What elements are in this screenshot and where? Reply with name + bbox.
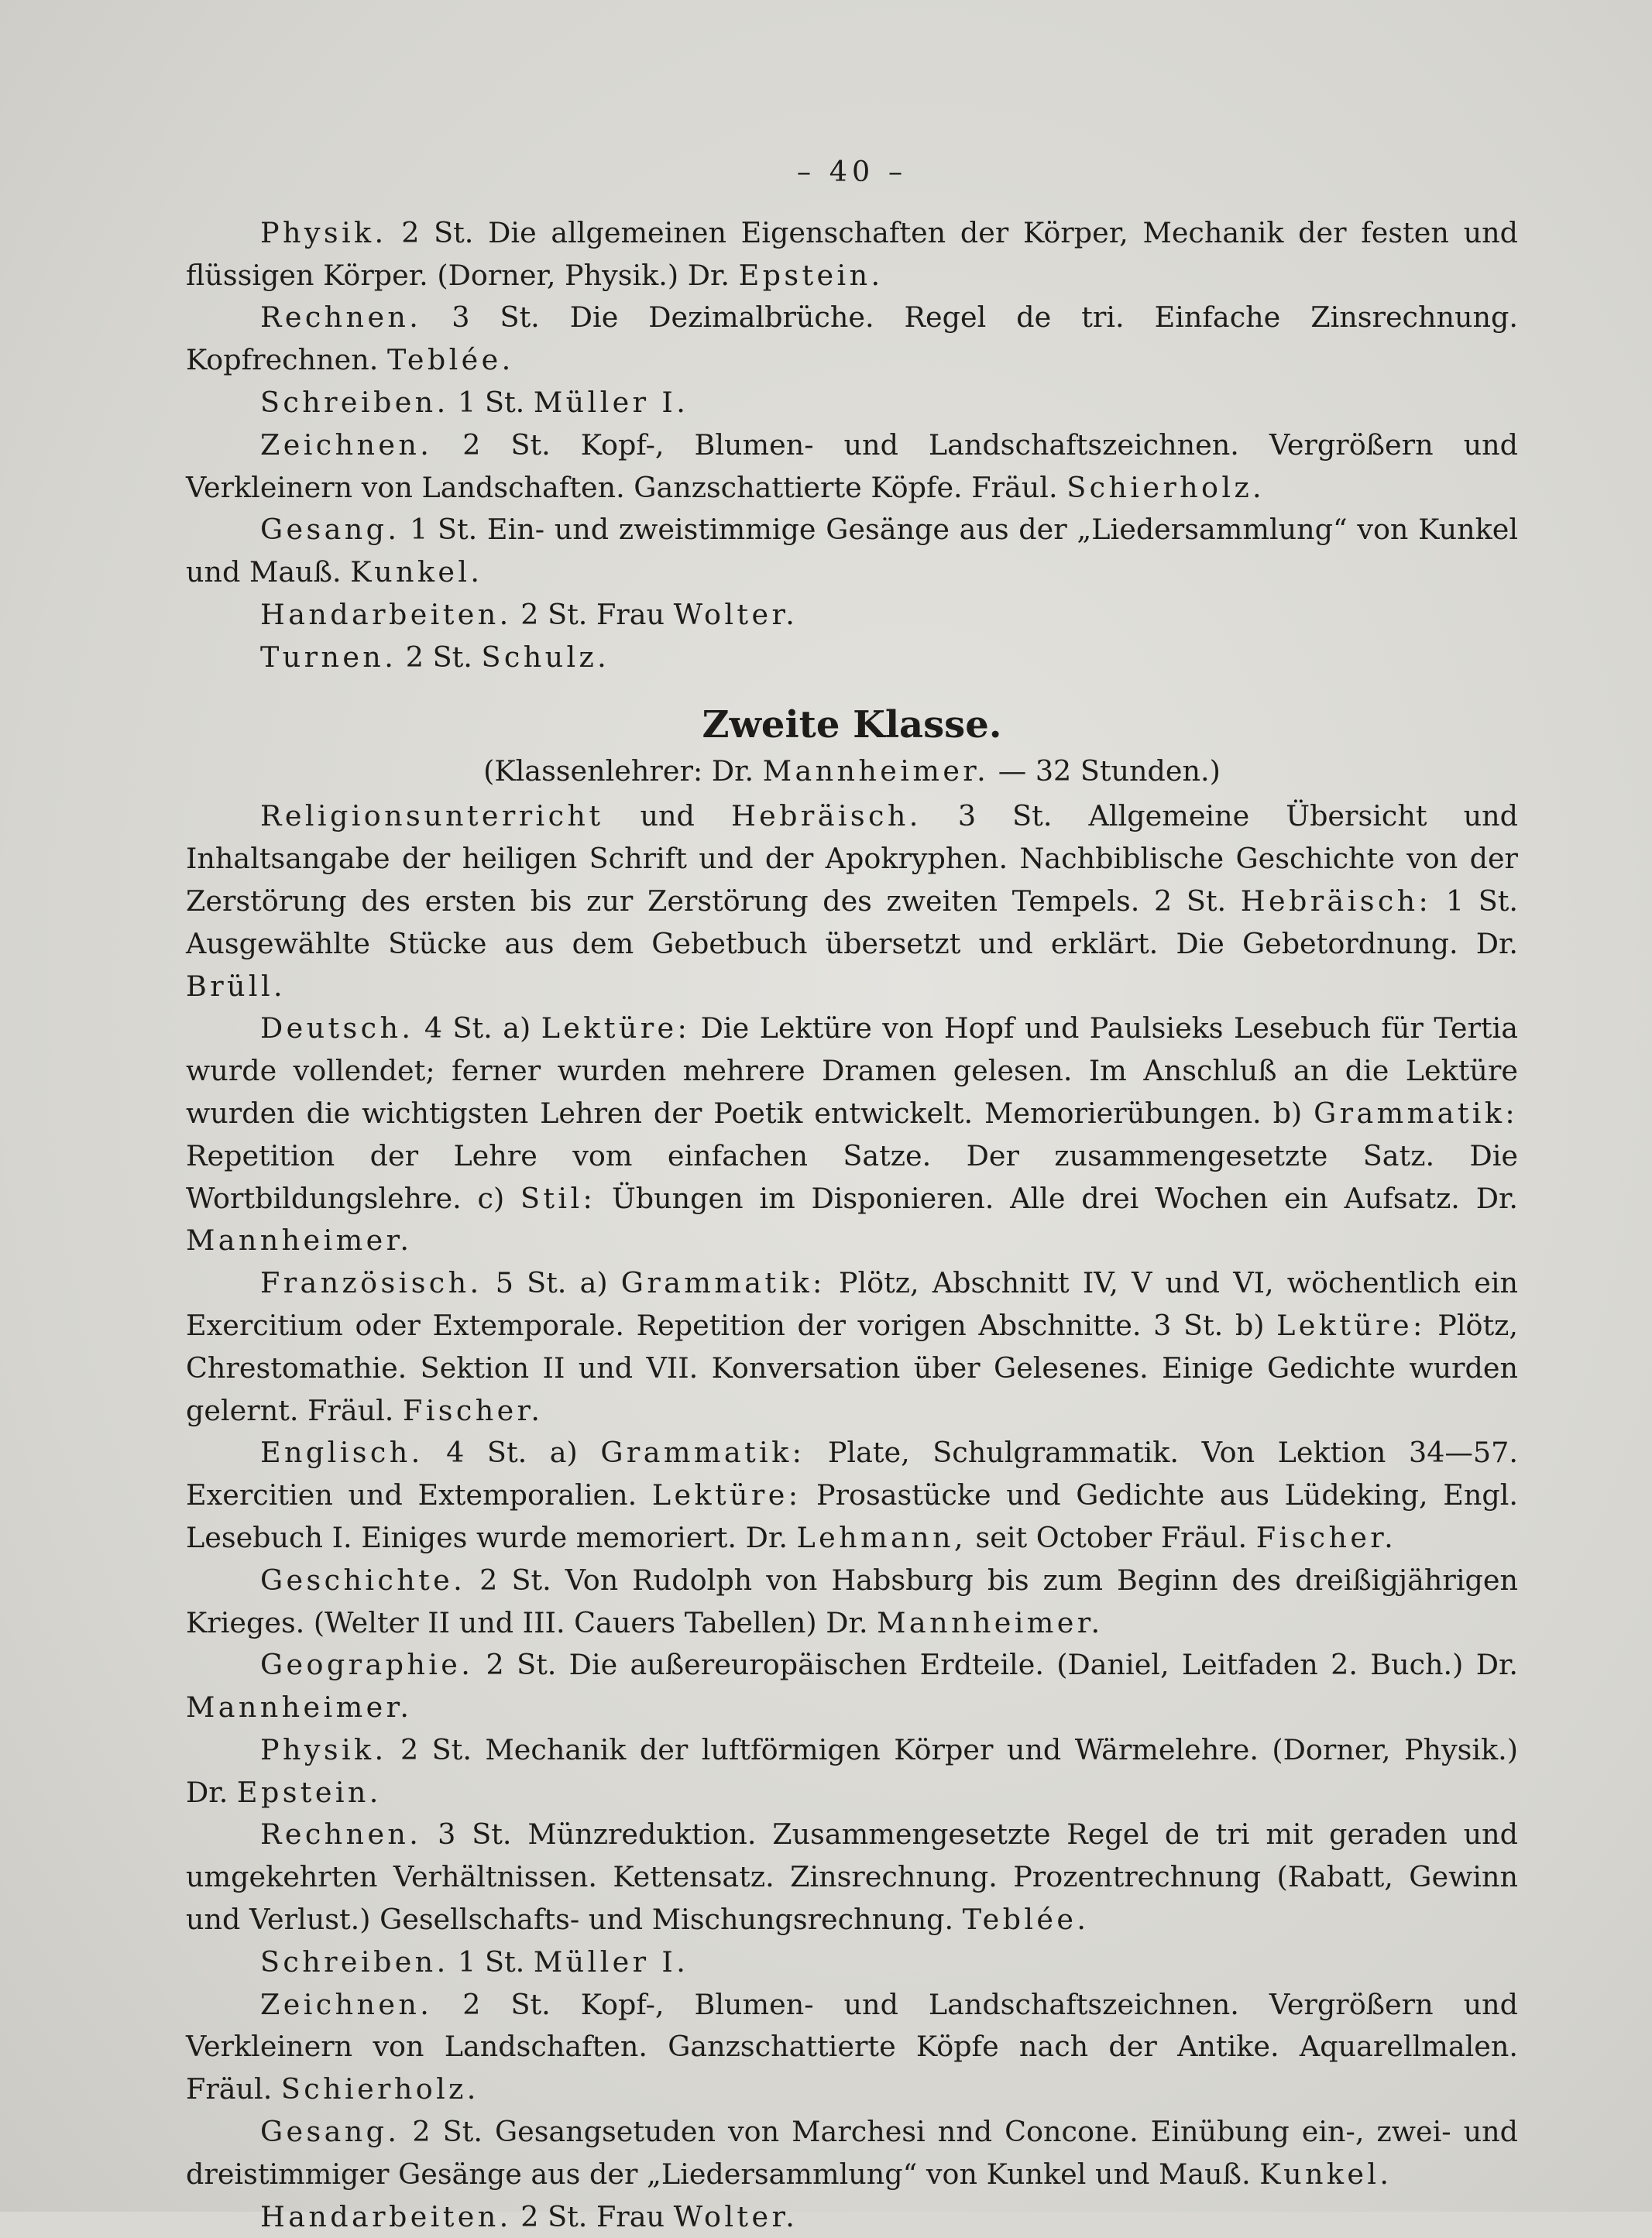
sub-label: Stil: bbox=[520, 1181, 596, 1215]
teacher-name: Teblée. bbox=[386, 343, 514, 377]
paragraph-physik-2 bbox=[186, 1729, 1518, 1814]
paragraph-text: Plate, Schulgrammatik. Von Lektion 34—57. Exercitien und Extemporalien. bbox=[186, 1436, 1518, 1512]
teacher-name: Mannheimer. bbox=[186, 1224, 413, 1258]
paragraph-text: 3 St. Allgemeine Übersicht und Inhaltsangabe der heiligen Schrift und der Apokryphen. Nachbiblische Geschichte von der Zerstörung des ersten bis zur Zerstörung des zweiten Tempels. 2 St. bbox=[186, 799, 1518, 918]
sub-label: Grammatik: bbox=[1314, 1096, 1518, 1130]
paragraph-text: 2 St. Kopf-, Blumen- und Landschaftszeichnen. Vergrößern und Verkleinern von Landschaften. Ganzschattierte Köpfe. Fräul. bbox=[186, 427, 1518, 504]
subject-label: Schreiben. bbox=[260, 1945, 449, 1979]
paragraph-text: 1 St. Ausgewählte Stücke aus dem Gebetbuch übersetzt und erklärt. Die Gebetordnung. Dr. bbox=[186, 884, 1519, 960]
paragraph-rechnen-2 bbox=[186, 1814, 1518, 1941]
paragraph-englisch bbox=[186, 1432, 1518, 1559]
subject-label: Englisch. bbox=[260, 1436, 424, 1470]
teacher-name: Müller I. bbox=[533, 385, 689, 419]
teacher-name: Wolter. bbox=[673, 2199, 799, 2233]
teacher-name: Epstein. bbox=[738, 258, 884, 292]
paragraph-gesang-1 bbox=[186, 509, 1518, 594]
teacher-name: Fischer. bbox=[1255, 1520, 1397, 1554]
teacher-name: Kunkel. bbox=[350, 555, 483, 589]
paragraph-zeichnen-1 bbox=[186, 424, 1518, 510]
paragraph-text: 1 St. bbox=[448, 1945, 534, 1979]
subject-label: Religionsunterricht bbox=[260, 799, 604, 833]
paragraph-physik-1 bbox=[186, 212, 1518, 297]
teacher-name: Fischer. bbox=[403, 1393, 544, 1427]
subject-label: Turnen. bbox=[260, 640, 397, 674]
teacher-name: Mannheimer. bbox=[877, 1605, 1104, 1639]
paragraph-text: seit October Fräul. bbox=[966, 1520, 1256, 1554]
sub-label: Grammatik: bbox=[620, 1266, 826, 1300]
paragraph-religion bbox=[186, 795, 1518, 1007]
paragraph-rechnen-1 bbox=[186, 297, 1518, 382]
subject-label: Geschichte. bbox=[260, 1563, 466, 1597]
paragraph-schreiben-2 bbox=[186, 1941, 1518, 1984]
subject-label: Handarbeiten. bbox=[260, 2199, 512, 2233]
teacher-name: Mannheimer. bbox=[762, 753, 990, 788]
teacher-name: Kunkel. bbox=[1259, 2157, 1393, 2191]
subject-label: Handarbeiten. bbox=[260, 597, 512, 631]
sub-label: Lektüre: bbox=[541, 1011, 691, 1045]
paragraph-zeichnen-2 bbox=[186, 1984, 1518, 2111]
paragraph-text: 3 St. Die Dezimalbrüche. Regel de tri. Einfache Zinsrechnung. Kopfrechnen. bbox=[186, 300, 1518, 377]
paragraph-geographie bbox=[186, 1644, 1518, 1729]
paragraph-text: 4 St. a) bbox=[423, 1436, 601, 1470]
teacher-name: Müller I. bbox=[533, 1945, 689, 1979]
subject-label: Deutsch. bbox=[260, 1011, 414, 1045]
paragraph-text: Übungen im Disponieren. Alle drei Wochen ein Aufsatz. Dr. bbox=[596, 1181, 1518, 1215]
paragraph-text: 2 St. bbox=[397, 640, 482, 674]
paragraph-text: Prosastücke und Gedichte aus Lüdeking, Engl. Lesebuch I. Einiges wurde memoriert. Dr. bbox=[186, 1478, 1518, 1554]
subject-label: Rechnen. bbox=[260, 1818, 422, 1852]
paragraph-franzoesisch bbox=[186, 1262, 1518, 1432]
paragraph-handarbeiten-1 bbox=[186, 594, 1518, 637]
paragraph-text: 2 St. Gesangsetuden von Marchesi nnd Concone. Einübung ein-, zwei- und dreistimmiger Gesänge aus der „Liedersammlung“ von Kunkel und Mauß. bbox=[186, 2115, 1518, 2191]
subject-label: Physik. bbox=[260, 1732, 387, 1766]
paragraph-schreiben-1 bbox=[186, 382, 1518, 424]
page-number: – 40 – bbox=[796, 155, 908, 188]
paragraph-handarbeiten-2 bbox=[186, 2196, 1518, 2238]
subject-label: Gesang. bbox=[260, 513, 400, 547]
subject-label: Hebräisch: bbox=[1240, 884, 1432, 918]
section-subheading bbox=[186, 750, 1518, 793]
subject-label: Physik. bbox=[260, 215, 387, 249]
paragraph-text: 3 St. Münzreduktion. Zusammengesetzte Regel de tri mit geraden und umgekehrten Verhältnissen. Kettensatz. Zinsrechnung. Prozentrechnung (Rabatt, Gewinn und Verlust.) Gesellschafts- und Mischungsrechnung. bbox=[186, 1818, 1518, 1937]
paragraph-text: 5 St. a) bbox=[482, 1266, 621, 1300]
paragraph-text: 2 St. Von Rudolph von Habsburg bis zum Beginn des dreißigjährigen Krieges. (Welter II und III. Cauers Tabellen) Dr. bbox=[186, 1563, 1518, 1639]
paragraph-text: Repetition der Lehre vom einfachen Satze. Der zusammengesetzte Satz. Die Wortbildungslehre. c) bbox=[186, 1138, 1518, 1215]
paragraph-text: 1 St. bbox=[448, 385, 534, 419]
subject-label: Rechnen. bbox=[260, 300, 422, 335]
teacher-name: Lehmann, bbox=[796, 1520, 967, 1554]
paragraph-text: 4 St. a) bbox=[414, 1011, 541, 1045]
subject-label: Zeichnen. bbox=[260, 1987, 433, 2021]
teacher-name: Schulz. bbox=[481, 640, 610, 674]
paragraph-text: 1 St. Ein- und zweistimmige Gesänge aus der „Liedersammlung“ von Kunkel und Mauß. bbox=[186, 513, 1518, 589]
subheading-text: — 32 Stunden.) bbox=[989, 753, 1221, 788]
teacher-name: Epstein. bbox=[236, 1775, 382, 1809]
subject-label: Schreiben. bbox=[260, 385, 449, 419]
teacher-name: Mannheimer. bbox=[186, 1691, 413, 1725]
teacher-name: Schierholz. bbox=[1066, 470, 1266, 504]
sub-label: Lektüre: bbox=[651, 1478, 802, 1512]
teacher-name: Wolter. bbox=[673, 597, 799, 631]
paragraph-deutsch bbox=[186, 1007, 1518, 1262]
paragraph-text: 2 St. Die außereuropäischen Erdteile. (Daniel, Leitfaden 2. Buch.) Dr. bbox=[473, 1648, 1518, 1682]
subject-label: Zeichnen. bbox=[260, 427, 433, 462]
paragraph-text: Plötz, Chrestomathie. Sektion II und VII. Konversation über Gelesenes. Einige Gedichte wurden gelernt. Fräul. bbox=[186, 1308, 1518, 1427]
sub-label: Lektüre: bbox=[1276, 1308, 1426, 1342]
teacher-name: Brüll. bbox=[186, 969, 287, 1003]
paragraph-text: 2 St. Frau bbox=[511, 2199, 674, 2233]
paragraph-geschichte bbox=[186, 1560, 1518, 1645]
teacher-name: Teblée. bbox=[962, 1903, 1090, 1937]
paragraph-text: 2 St. Frau bbox=[511, 597, 674, 631]
teacher-name: Schierholz. bbox=[280, 2072, 479, 2106]
paragraph-turnen-1 bbox=[186, 637, 1518, 679]
subject-label: Gesang. bbox=[260, 2115, 400, 2149]
subject-label: Geographie. bbox=[260, 1648, 474, 1682]
subject-label: Hebräisch. bbox=[730, 799, 922, 833]
section-heading: Zweite Klasse. bbox=[702, 702, 1002, 747]
subject-label: Französisch. bbox=[260, 1266, 483, 1300]
sub-label: Grammatik: bbox=[600, 1436, 805, 1470]
paragraph-text: Plötz, Abschnitt IV, V und VI, wöchentlich ein Exercitium oder Extemporale. Repetition der vorigen Abschnitte. 3 St. b) bbox=[186, 1266, 1518, 1342]
paragraph-text: 2 St. Die allgemeinen Eigenschaften der Körper, Mechanik der festen und flüssigen Körper. (Dorner, Physik.) Dr. bbox=[186, 215, 1518, 292]
paragraph-text: Die Lektüre von Hopf und Paulsieks Lesebuch für Tertia wurde vollendet; ferner wurden mehrere Dramen gelesen. Im Anschluß an die Lektüre wurden die wichtigsten Lehren der Poetik entwickelt. Memorierübungen. b) bbox=[186, 1011, 1518, 1130]
page-content bbox=[186, 151, 1518, 2238]
subheading-text: (Klassenlehrer: Dr. bbox=[483, 753, 763, 788]
paragraph-text: 2 St. Mechanik der luftförmigen Körper und Wärmelehre. (Dorner, Physik.) Dr. bbox=[186, 1732, 1518, 1809]
paragraph-text: und bbox=[603, 799, 731, 833]
paragraph-gesang-2 bbox=[186, 2111, 1518, 2196]
paragraph-text: 2 St. Kopf-, Blumen- und Landschaftszeichnen. Vergrößern und Verkleinern von Landschaften. Ganzschattierte Köpfe nach der Antike. Aquarellmalen. Fräul. bbox=[186, 1987, 1518, 2106]
